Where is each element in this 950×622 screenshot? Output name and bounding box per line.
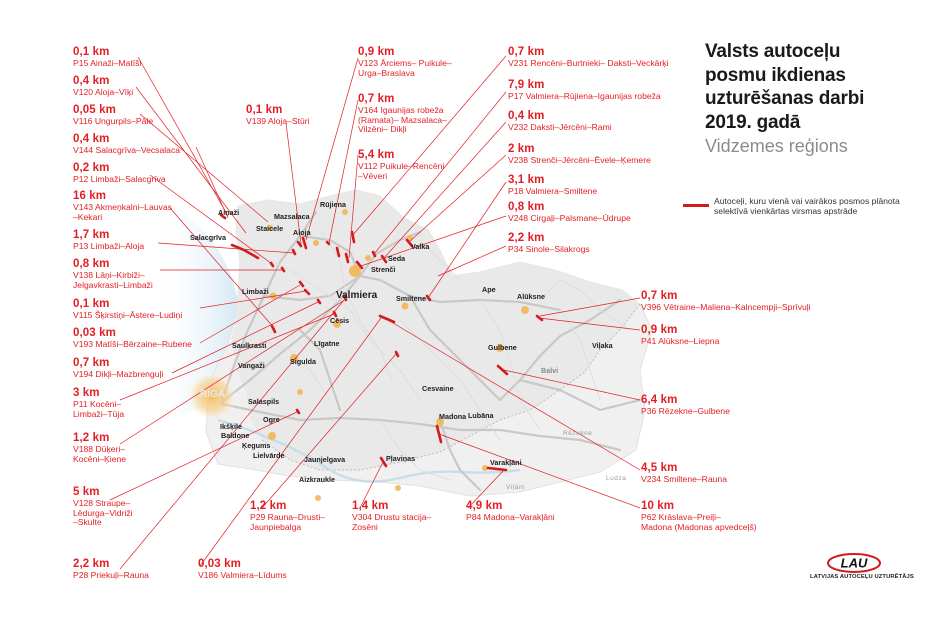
route-name: V232 Daksti–Jērcēni–Rami [508, 121, 612, 132]
route-label-v120 [73, 75, 133, 98]
town-kegums: Ķegums [242, 441, 271, 450]
route-label-v238 [508, 143, 651, 166]
route-length: 1,2 km [250, 500, 287, 512]
route-name: Kocēni–Ķiene [73, 453, 127, 464]
route-name: P15 Ainaži–Matīši [73, 57, 142, 68]
town-cesis: Cēsis [330, 316, 350, 325]
town-seda: Seda [388, 254, 406, 263]
route-name: V120 Aloja–Vīķi [73, 86, 134, 97]
town-ikskile: Ikšķile [220, 422, 242, 431]
route-name: V304 Drustu stacija– [352, 511, 432, 522]
town-valka: Valka [411, 242, 430, 251]
route-name: P12 Limbaži–Salacgrīva [73, 173, 166, 184]
route-name: Urga–Braslava [358, 67, 415, 78]
route-name: P29 Rauna–Drusti– [250, 511, 326, 522]
town-cesvaine: Cesvaine [422, 384, 454, 393]
town-saulkrasti: Saulkrasti [232, 341, 267, 350]
town-vilaka: Viļaka [592, 341, 613, 350]
route-label-v188 [73, 432, 126, 464]
route-length: 0,05 km [73, 104, 116, 116]
town-baldone: Baldone [221, 431, 250, 440]
route-name: –Skulte [73, 517, 102, 528]
town-rezekne: Rēzekne [563, 430, 593, 437]
route-label-v234 [641, 462, 727, 485]
legend-text: Autoceļi, kuru vienā vai vairākos posmos plānota selektīvā vienkārtas virsmas apstrāde [714, 196, 900, 217]
town-aloja: Aloja [293, 228, 311, 237]
route-label-v396 [641, 290, 811, 313]
town-ape: Ape [482, 285, 496, 294]
route-name: Jelgavkrasti–Limbaži [73, 279, 153, 290]
route-length: 1,7 km [73, 229, 110, 241]
town-aizkraukle: Aizkraukle [299, 475, 335, 484]
route-name: P62 Krāslava–Preiļi– [641, 511, 721, 522]
route-length: 0,4 km [508, 110, 545, 122]
route-name: P18 Valmiera–Smiltene [508, 185, 598, 196]
route-name: V144 Salacgrīva–Vecsalaca [73, 144, 181, 155]
route-length: 0,1 km [246, 104, 283, 116]
town-vilani: Viļāni [506, 484, 526, 491]
route-length: 4,9 km [466, 500, 503, 512]
route-name: Limbaži–Tūja [73, 408, 125, 419]
route-length: 0,7 km [358, 93, 395, 105]
town-staicele: Staicele [256, 224, 284, 233]
route-length: 1,4 km [352, 500, 389, 512]
route-label-v128 [73, 486, 133, 528]
town-ludza: Ludza [606, 475, 627, 482]
route-name: Madona (Madonas apvedceļš) [641, 521, 757, 532]
route-length: 0,1 km [73, 46, 110, 58]
route-name: V115 Šķirstiņi–Āstere–Ludiņi [73, 309, 183, 320]
route-length: 2 km [508, 143, 535, 155]
route-name: V231 Rencēni–Burtnieki– Daksti–Veckārķi [508, 57, 669, 68]
route-name: V112 Puikule–Rencēni [358, 160, 445, 171]
route-label-p36 [641, 394, 730, 417]
route-label-v304 [352, 500, 431, 532]
route-name: V234 Smiltene–Rauna [641, 473, 727, 484]
page-title [705, 40, 905, 134]
route-length: 10 km [641, 500, 675, 512]
route-label-v123 [358, 46, 452, 78]
town-ainazi: Ainaži [218, 208, 240, 217]
route-length: 0,4 km [73, 75, 110, 87]
route-length: 6,4 km [641, 394, 678, 406]
route-name: V138 Lāņi–Kirbiži– [73, 269, 145, 280]
route-length: 2,2 km [73, 558, 110, 570]
logo-text: LATVIJAS AUTOCEĻU UZTURĒTĀJS [810, 574, 914, 580]
title-line: uzturēšanas darbi [705, 88, 865, 110]
title-line: 2019. gadā [705, 111, 801, 133]
route-label-p18 [508, 174, 597, 197]
town-ligatne: Līgatne [314, 339, 340, 348]
route-label-v194 [73, 357, 163, 380]
title-line: posmu ikdienas [705, 64, 846, 86]
town-strenci: Strenči [371, 265, 396, 274]
town-salaspils: Salaspils [248, 397, 280, 406]
route-length: 0,7 km [641, 290, 678, 302]
route-name: V139 Aloja–Stūri [246, 115, 310, 126]
town-rujiena: Rūjiena [320, 200, 346, 209]
route-length: 0,9 km [641, 324, 678, 336]
route-name: V396 Vētraine–Maliena–Kalncempji–Sprīvuļi [641, 301, 811, 312]
route-length: 2,2 km [508, 232, 545, 244]
route-length: 0,03 km [198, 558, 241, 570]
route-length: 3 km [73, 387, 100, 399]
route-name: Jaunpiebalga [250, 521, 302, 532]
route-name: –Vēveri [358, 170, 388, 181]
route-name: P36 Rēzekne–Gulbene [641, 405, 730, 416]
route-name: P41 Alūksne–Liepna [641, 335, 720, 346]
town-plavinas: Pļaviņas [386, 454, 416, 463]
route-label-v112 [358, 149, 444, 181]
route-length: 0,4 km [73, 133, 110, 145]
town-limbazi: Limbaži [242, 287, 269, 296]
route-label-v231 [508, 46, 669, 69]
logo-mark-text: LAU [840, 555, 868, 571]
route-name: V194 Dikļi–Mazbrenguļi [73, 368, 164, 379]
route-label-v186 [198, 558, 287, 581]
route-label-p11 [73, 387, 124, 419]
route-length: 16 km [73, 190, 107, 202]
route-length: 0,1 km [73, 298, 110, 310]
town-vangazi: Vangaži [238, 361, 265, 370]
route-name: Vilzēni– Dikļi [358, 124, 407, 135]
route-length: 5 km [73, 486, 100, 498]
route-length: 0,8 km [508, 201, 545, 213]
route-length: 5,4 km [358, 149, 395, 161]
route-label-p17 [508, 79, 661, 102]
route-name: P11 Kocēni– [73, 398, 122, 409]
route-label-p34 [508, 232, 590, 255]
town-madona: Madona [439, 412, 467, 421]
route-name: P28 Priekuļi–Rauna [73, 569, 149, 580]
town-sigulda: Sigulda [290, 357, 316, 366]
route-length: 0,7 km [73, 357, 110, 369]
route-label-p62 [641, 500, 757, 532]
route-length: 3,1 km [508, 174, 545, 186]
route-name: V123 Ārciems– Puikule– [358, 57, 452, 68]
route-name: V128 Straupe– [73, 497, 131, 508]
route-name: V143 Akmeņkalni–Lauvas [73, 201, 172, 212]
route-label-p29 [250, 500, 325, 532]
route-name: (Ramata)– Mazsalaca– [358, 114, 447, 125]
route-length: 0,9 km [358, 46, 395, 58]
town-gulbene: Gulbene [488, 343, 517, 352]
route-label-v232 [508, 110, 612, 133]
title-line: Valsts autoceļu [705, 41, 841, 62]
town-ogre: Ogre [263, 415, 280, 424]
town-smiltene: Smiltene [396, 294, 426, 303]
route-name: P17 Valmiera–Rūjiena–Igaunijas robeža [508, 90, 661, 101]
route-label-p15 [73, 46, 141, 69]
route-name: P84 Madona–Varakļāni [466, 511, 555, 522]
town-jaunjelgava: Jaunjelgava [304, 455, 346, 464]
route-label-p13 [73, 229, 144, 252]
route-name: Lēdurga–Vidriži [73, 507, 133, 518]
town-salacgriva: Salacgrīva [190, 233, 226, 242]
route-length: 0,03 km [73, 327, 116, 339]
route-name: V164 Igaunijas robeža [358, 104, 444, 115]
route-name: V188 Dūķeri– [73, 443, 126, 454]
route-label-p41 [641, 324, 719, 347]
town-valmiera: Valmiera [336, 290, 378, 301]
route-label-v138 [73, 258, 153, 290]
route-label-v248 [508, 201, 631, 224]
title-block [705, 40, 905, 157]
route-label-v164 [358, 93, 447, 135]
route-name: V238 Strenči–Jērcēni–Ēvele–Ķemere [508, 154, 651, 165]
route-name: V248 Cirgaļi–Palsmane–Ūdrupe [508, 212, 631, 223]
route-name: –Kekari [73, 211, 103, 222]
route-name: P34 Sinole–Silakrogs [508, 243, 590, 254]
route-label-p28 [73, 558, 149, 581]
route-label-p12 [73, 162, 166, 185]
route-label-v144 [73, 133, 180, 156]
route-name: V116 Ungurpils–Pāle [73, 115, 154, 126]
route-length: 0,8 km [73, 258, 110, 270]
town-lielvarde: Lielvārde [253, 451, 285, 460]
route-length: 1,2 km [73, 432, 110, 444]
logo-mark-icon [824, 552, 884, 574]
town-mazsalaca: Mazsalaca [274, 212, 310, 221]
route-name: P13 Limbaži–Aloja [73, 240, 145, 251]
region-subtitle: Vidzemes reģions [705, 136, 848, 157]
town-riga: RĪGA [200, 389, 225, 400]
route-name: V186 Valmiera–Līdums [198, 569, 287, 580]
route-label-v116 [73, 104, 153, 127]
route-length: 0,2 km [73, 162, 110, 174]
route-name: Zosēni [352, 521, 378, 532]
lau-logo [810, 552, 914, 586]
town-varaklani: Varakļāni [490, 458, 522, 467]
route-length: 0,7 km [508, 46, 545, 58]
route-label-v193 [73, 327, 192, 350]
route-label-p84 [466, 500, 555, 523]
route-length: 7,9 km [508, 79, 545, 91]
route-length: 4,5 km [641, 462, 678, 474]
route-label-v115 [73, 298, 182, 321]
town-aluksne: Alūksne [517, 292, 545, 301]
route-label-v139 [246, 104, 310, 127]
route-label-v143 [73, 190, 172, 222]
legend-swatch [683, 204, 709, 207]
route-name: V193 Matīši–Bērzaine–Rubene [73, 338, 192, 349]
town-balvi: Balvi [541, 366, 559, 375]
town-lubana: Lubāna [468, 411, 494, 420]
